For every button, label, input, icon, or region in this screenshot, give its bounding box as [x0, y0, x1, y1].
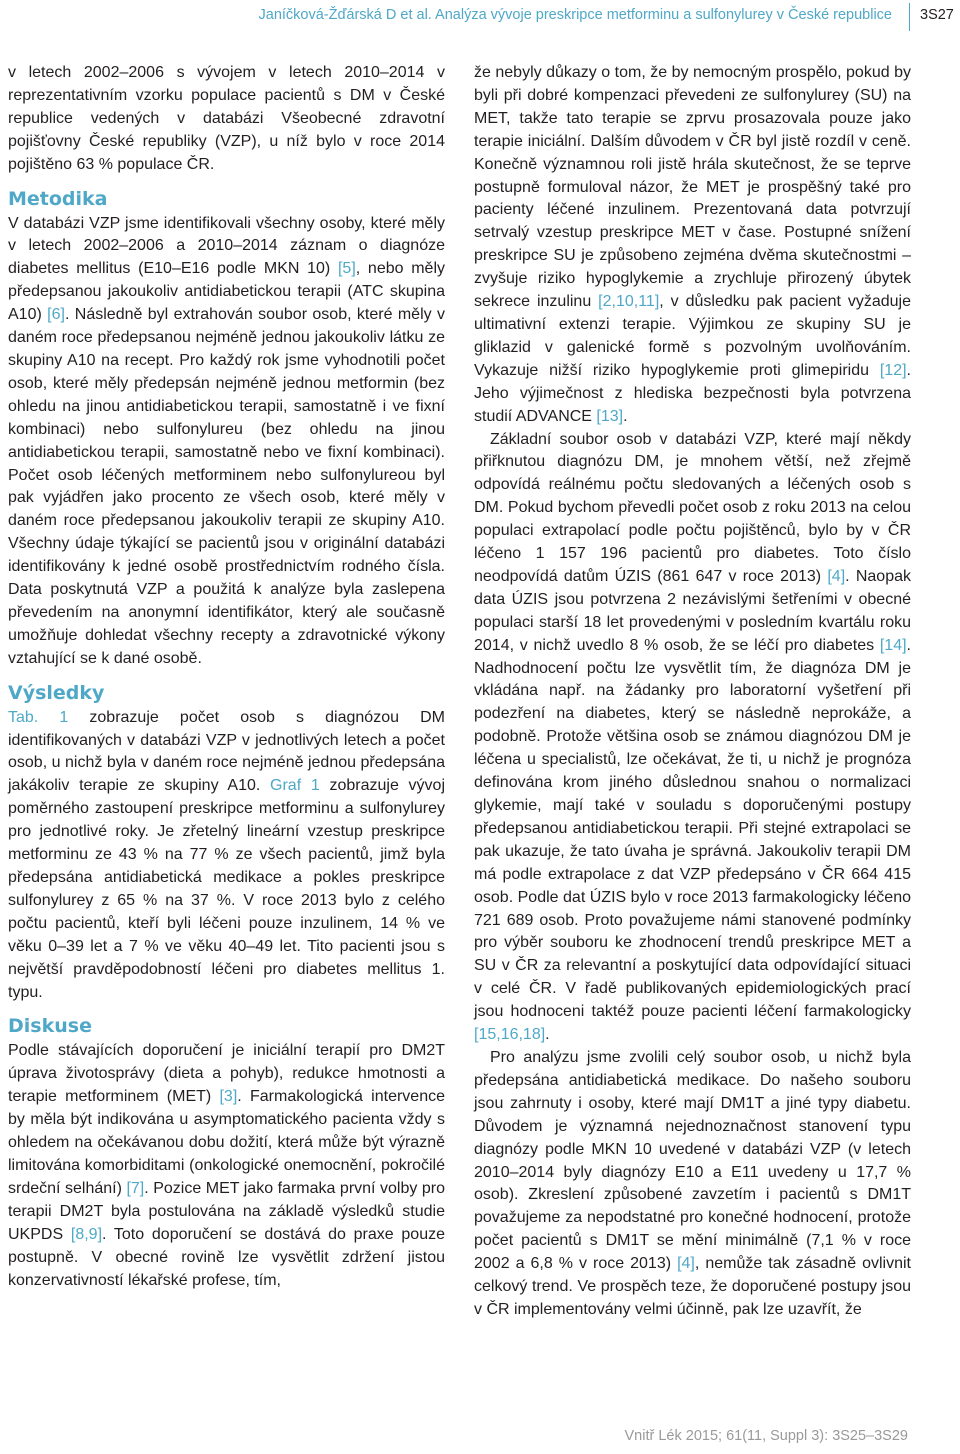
discussion-paragraph-1: že nebyly důkazy o tom, že by nemocným prospělo, pokud by byli při dobré kompenzaci převedeni ze sulfonylurey (SU) na MET, takže tato terapie se zprvu prosazovala pouze jako terapie iniciální. Dalším důvodem v ČR byl jistě rozdíl v ceně. Konečně významnou roli jistě hrála skutečnost, že se teprve postupně formuloval názor, že MET je prospěšný také pro pacienty léčené inzulinem. Prezentovaná data potvrzují setrvalý vzestup preskripce MET v čase. Postupné snížení preskripce SU je způsobeno zejména dvěma skutečnostmi – zvyšuje riziko hypoglykemie a zrychluje přirozený úbytek sekrece inzulinu [2,10,11], v důsledku pak pacient vyžaduje ultimativní extenzi terapie. Výjimkou ze skupiny SU je gliklazid v galenické formě s pozvolným uvolňováním. Vykazuje nižší riziko hypoglykemie proti glimepiridu [12]. Jeho výjimečnost z hlediska bezpečnosti byla potvrzena studií ADVANCE [13].: [474, 64, 912, 425]
discussion-paragraph-3: Pro analýzu jsme zvolili celý soubor osob, u nichž byla předepsána antidiabetická medikace. Do našeho souboru jsou zahrnuty i osoby, které mají DM1T a jiné typy diabetu. Důvodem je významná nejednoznačnost stanovení typu diagnózy podle MKN 10 uvedené v databázi VZP (v letech 2010–2014 byly diagnózy E10 a E11 uvedeny u 17,7 % osob). Zkreslení způsobené zavzetím i pacientů s DM1T považujeme za nepodstatné pro konečné hodnocení, protože počet pacientů s DM1T se mění minimálně (7,1 % v roce 2002 a 6,8 % v roce 2013) [4], nemůže tak zásadně ovlivnit celkový trend. Ve prospěch teze, že doporučené postupy jsou v ČR implementovány velmi účinně, pak lze uzavřít, že: [474, 1048, 911, 1318]
page-footer-citation: Vnitř Lék 2015; 61(11, Suppl 3): 3S25–3S29: [624, 1428, 908, 1444]
page-number: 3S27: [920, 7, 954, 23]
citation-link[interactable]: [2,10,11]: [598, 293, 660, 311]
citation-link[interactable]: [5]: [337, 260, 356, 278]
vysledky-paragraph: Tab. 1 zobrazuje počet osob s diagnózou DM identifikovaných v databázi VZP v jednotlivých letech a počet osob, u nichž byla v daném roce nejméně jednou předepsána jakákoliv terapie ze skupiny A10. Graf 1 zobrazuje vývoj poměrného zastoupení preskripce metforminu a sulfonylurey pro jednotlivé roky. Je zřetelný lineární vzestup preskripce metforminu ze 43 % na 77 % ze všech pacientů, jimž byla předepsána antidiabetická medikace a pokles preskripce sulfonylurey z 65 % na 37 %. V roce 2013 bylo z celého počtu pacientů, kteří byli léčeni pouze inzulinem, 14 % ve věku 0–39 let a 7 % ve věku 40–49 let. Tito pacienti jsou s největší pravděpodobností léčeni pro diabetes mellitus 1. typu.: [8, 708, 446, 1001]
citation-link[interactable]: [14]: [879, 636, 907, 654]
citation-link[interactable]: [6]: [47, 306, 65, 324]
figure-reference-link[interactable]: Graf 1: [270, 777, 320, 795]
citation-link[interactable]: [12]: [879, 361, 907, 379]
citation-link[interactable]: [8,9]: [70, 1225, 103, 1243]
page-header: [0, 0, 960, 34]
metodika-paragraph: V databázi VZP jsme identifikovali všechny osoby, které měly v letech 2002–2006 a 2010–2014 záznam o diagnóze diabetes mellitus (E10–E16 podle MKN 10) [5], nebo měly předepsanou jakoukoliv antidiabetickou terapii (ATC skupina A10) [6]. Následně byl extrahován soubor osob, které měly v daném roce předepsanou nejméně jednou jakoukoliv látku ze skupiny A10 na recept. Pro každý rok jsme vyhodnotili počet osob, které měly předepsán nejméně jednou metformin (bez ohledu na jinou antidiabetickou terapii, samostatně i ve fixní kombinaci) nebo sulfonylureu (bez ohledu na jinou antidiabetickou terapii, samostatně nebo ve fixní kombinaci). Počet osob léčených metforminem nebo sulfonylureou byl pak vyjádřen jako procento ze všech osob, které měly v daném roce předepsanou jakoukoliv terapii ze skupiny A10. Všechny údaje týkající se pacientů jsou v originální databázi identifikovány k jedné osobě prostřednictvím rodného čísla. Data poskytnutá VZP a použitá k analýze byla zaslepena převedením na anonymní identifikátor, který ale současně umožňuje dohledat všechny recepty a zdravotnické výkony vztahující se k dané osobě.: [8, 214, 445, 667]
citation-link[interactable]: [4]: [677, 1255, 695, 1273]
header-separator: [909, 3, 910, 31]
citation-link[interactable]: [4]: [827, 567, 846, 585]
section-heading-vysledky: Výsledky: [8, 681, 105, 704]
running-title: Janíčková-Žďárská D et al. Analýza vývoje preskripce metforminu a sulfonylurey v České republice: [258, 7, 892, 23]
right-column: [474, 62, 911, 1322]
citation-link[interactable]: [7]: [126, 1179, 145, 1197]
citation-link[interactable]: [15,16,18]: [474, 1026, 546, 1044]
section-heading-diskuse: Diskuse: [8, 1015, 92, 1038]
section-heading-metodika: Metodika: [8, 187, 108, 210]
citation-link[interactable]: [3]: [219, 1088, 238, 1106]
diskuse-paragraph: Podle stávajících doporučení je iniciální terapií pro DM2T úprava životosprávy (dieta a pohyb), redukce hmotnosti a terapie metforminem (MET) [3]. Farmakologická intervence by měla být indikována u asymptomatického pacienta vždy s ohledem na očekávanou dobu dožití, která může být výrazně limitována komorbiditami (onkologické onemocnění, pokročilé srdeční selhání) [7]. Pozice MET jako farmaka první volby pro terapii DM2T byla postulována na základě výsledků studie UKPDS [8,9]. Toto doporučení se dostává do praxe pouze postupně. V obecné rovině lze vysvětlit zdržení jistou konzervativností lékařské profese, tím,: [8, 1042, 446, 1289]
citation-link[interactable]: [13]: [596, 407, 624, 425]
left-column: [8, 62, 445, 1292]
intro-paragraph: v letech 2002–2006 s vývojem v letech 2010–2014 v reprezentativním vzorku populace pacientů s DM v České republice vedených v databázi Všeobecné zdravotní pojišťovny České republiky (VZP), u níž bylo v roce 2014 pojištěno 63 % populace ČR.: [8, 64, 445, 173]
table-reference-link[interactable]: Tab. 1: [8, 708, 69, 726]
discussion-paragraph-2: Základní soubor osob v databázi VZP, které mají někdy přiřknutou diagnózu DM, je mnohem větší, než zřejmě odpovídá reálnému počtu sledovaných a léčených osob s DM. Pokud bychom převedli počet osob z roku 2013 na celou populaci extrapolací podle počtu pojištěnců, bylo by v ČR léčeno 1 157 196 pacientů pro diabetes. Toto číslo neodpovídá datům ÚZIS (861 647 v roce 2013) [4]. Naopak data ÚZIS jsou potvrzena 2 nezávislými šetřeními v obecné populaci starší 18 let provedenými v posledním kvartálu roku 2014, v nichž uvedlo 8 % osob, že se léčí pro diabetes [14]. Nadhodnocení počtu lze vysvětlit tím, že diagnóza DM je vkládána např. na žádanky pro laboratorní vyšetření při podezření na diabetes, který se následně neprokáže, a podobně. Protože většina osob se známou diagnózou DM je léčena u specialistů, lze očekávat, že ti, u nichž je prognóza definována krom jiného důslednou snahou o normalizaci glykemie, mají také v souladu s doporučenými postupy předepsanou antidiabetickou terapii. Při stejné extrapolaci se pak ukazuje, že tato úvaha je správná. Jakoukoliv terapii DM má podle extrapolace z dat VZP předepsáno v ČR 664 415 osob. Podle dat ÚZIS bylo v roce 2013 farmakologicky léčeno 721 689 osob. Proto považujeme námi stanovené podmínky pro výběr souboru ke zhodnocení trendů preskripce MET a SU v ČR za relevantní a poskytující data odpovídající situaci v celé ČR. V řadě publikovaných epidemiologických prací jsou hodnoceni taktéž pouze pacienti léčení farmakologicky [15,16,18].: [474, 430, 912, 1044]
